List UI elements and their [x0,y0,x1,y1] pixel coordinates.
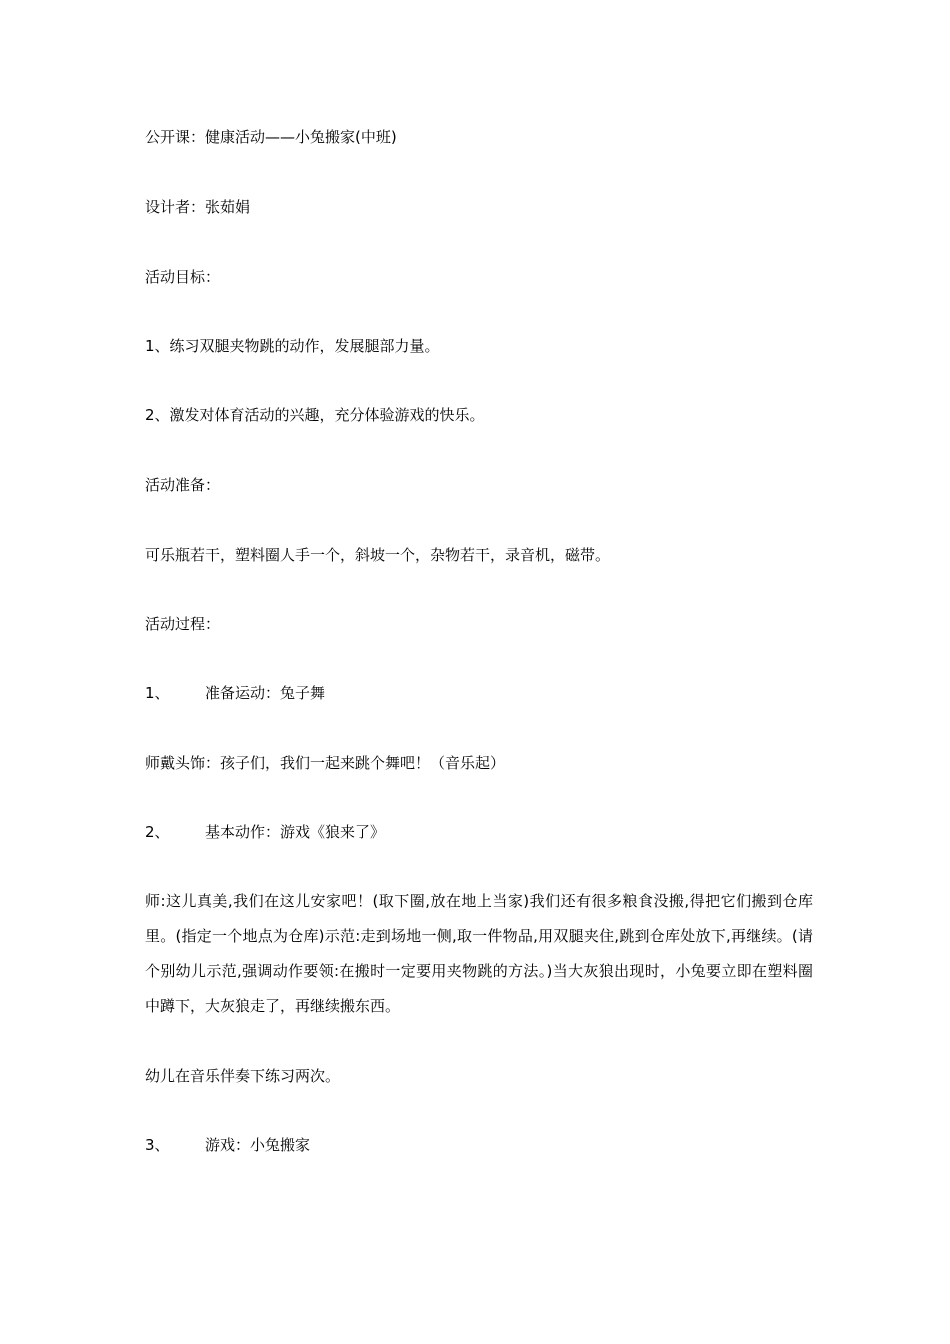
goals-heading: 活动目标： [145,268,221,286]
step-2 [145,822,385,842]
step-3-number: 3、 [145,1136,170,1154]
goal-item-1: 1、练习双腿夹物跳的动作，发展腿部力量。 [145,337,440,355]
step-1 [145,683,325,703]
step-2-practice: 幼儿在音乐伴奏下练习两次。 [145,1067,341,1085]
prep-heading: 活动准备： [145,476,221,494]
step-2-number: 2、 [145,823,170,841]
step-3 [145,1135,310,1155]
step-1-detail: 师戴头饰：孩子们，我们一起来跳个舞吧！（音乐起） [145,754,506,772]
designer-line: 设计者：张茹娟 [145,198,251,216]
step-2-title: 基本动作：游戏《狼来了》 [205,823,386,841]
step-1-title: 准备运动：兔子舞 [205,684,326,702]
document-title: 公开课：健康活动——小兔搬家(中班) [145,128,397,146]
prep-text: 可乐瓶若干，塑料圈人手一个，斜坡一个，杂物若干，录音机，磁带。 [145,546,611,564]
process-heading: 活动过程： [145,615,221,633]
step-1-number: 1、 [145,684,170,702]
goal-item-2: 2、激发对体育活动的兴趣，充分体验游戏的快乐。 [145,406,485,424]
step-2-detail: 师:这儿真美,我们在这儿安家吧！(取下圈,放在地上当家)我们还有很多粮食没搬,得把它们搬到仓库里。(指定一个地点为仓库)示范:走到场地一侧,取一件物品,用双腿夹住,跳到仓库处放下,再继续。(请个别幼儿示范,强调动作要领:在搬时一定要用夹物跳的方法。)当大灰狼出现时，小兔要立即在塑料圈中蹲下，大灰狼走了，再继续搬东西。 [145,892,813,1015]
step-3-title: 游戏：小兔搬家 [205,1136,311,1154]
